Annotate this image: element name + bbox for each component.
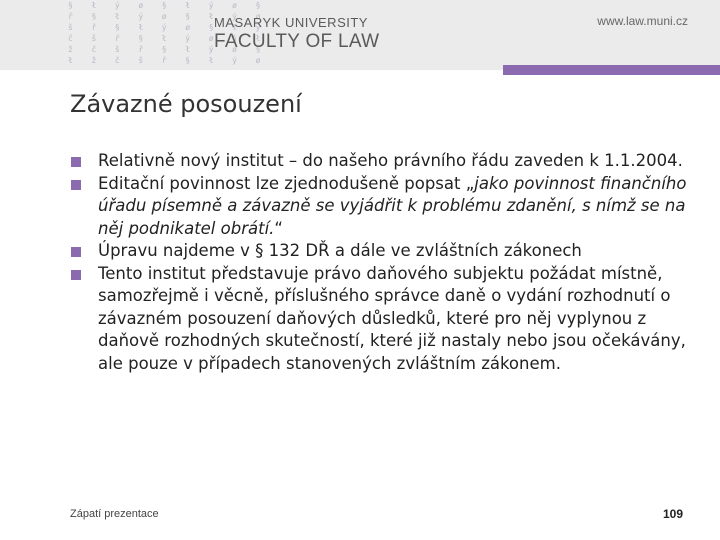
bullet-square-icon <box>71 157 81 167</box>
university-name: MASARYK UNIVERSITY <box>214 15 368 30</box>
bullet-text-prefix: Editační povinnost lze zjednodušeně popsat „ <box>98 173 475 193</box>
header-band <box>0 0 720 70</box>
bullet-item <box>70 150 690 173</box>
logo-pattern: § ł ý ø § ł ý ø § ř § ł ý ø § ł ý ø š ř § ł ý ø § ł ý č š ř § ł ý ø § ł ž č š ř § ł ý ø § ł ž č š ř § ł ý ø <box>68 1 264 65</box>
bullet-text-quote: jako povinnost finančního úřadu písemně a závazně se vyjádřit k problému zdanění, s nímž se na něj podnikatel obrátí. <box>98 173 687 238</box>
accent-bar <box>503 65 720 75</box>
bullet-text: Relativně nový institut – do našeho právního řádu zaveden k 1.1.2004. <box>98 151 683 170</box>
slide-title: Závazné posouzení <box>70 90 302 118</box>
bullet-item <box>70 263 690 376</box>
bullet-item <box>70 240 690 263</box>
bullet-square-icon <box>71 247 81 257</box>
bullet-square-icon <box>71 180 81 190</box>
bullet-text: Úpravu najdeme v § 132 DŘ a dále ve zvláštních zákonech <box>98 241 582 260</box>
bullet-square-icon <box>71 270 81 280</box>
website-url[interactable]: www.law.muni.cz <box>597 14 688 28</box>
faculty-name: FACULTY OF LAW <box>214 31 380 52</box>
bullet-text: Tento institut představuje právo daňového subjektu požádat místně, samozřejmě i věcně, příslušného správce daně o vydání rozhodnutí o závazném posouzení daňových důsledků, které pro něj vyplynou z daňově rozhodných skutečností, které již nastaly nebo jsou očekávány, ale pouze v případech stanovených zvláštním zákonem. <box>98 263 686 373</box>
bullet-text-suffix: “ <box>274 218 283 238</box>
footer-text: Zápatí prezentace <box>70 508 159 520</box>
bullet-list <box>70 150 690 375</box>
bullet-item <box>70 173 690 241</box>
page-number: 109 <box>662 507 683 521</box>
